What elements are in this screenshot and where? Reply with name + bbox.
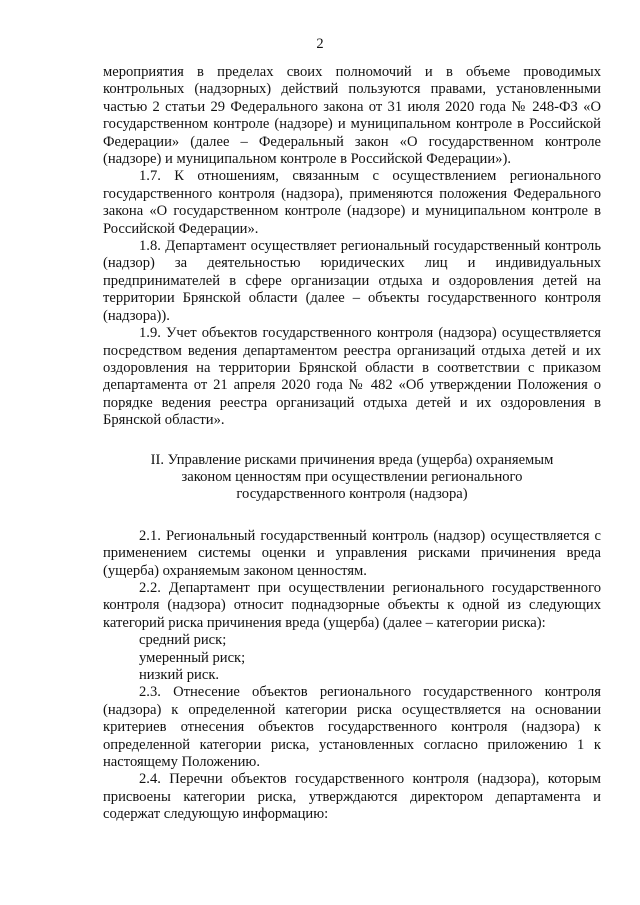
risk-category-item: низкий риск. xyxy=(139,667,220,683)
paragraph-1-9: 1.9. Учет объектов государственного контроля (надзора) осуществляется посредством ведения департаментом реестра организаций отдыха детей и их оздоровления на территории Брянской области в соответствии с приказом департамента от 21 апреля 2020 года № 482 «Об утверждении Положения о порядке ведения реестра организаций отдыха детей и их оздоровления в Брянской области». xyxy=(103,325,601,429)
risk-category-item: умеренный риск; xyxy=(139,649,246,666)
paragraph-1-7: 1.7. К отношениям, связанным с осуществлением регионального государственного контроля (надзора), применяются положения Федерального закона «О государственном контроле (надзоре) и муниципальном контроле в Российской Федерации». xyxy=(103,168,601,237)
paragraph-1-8: 1.8. Департамент осуществляет региональный государственный контроль (надзор) за деятельностью юридических лиц и индивидуальных предпринимателей в сфере организации отдыха и оздоровления детей на территории Брянской области (далее – объекты государственного контроля (надзора)). xyxy=(103,238,601,324)
page-number: 2 xyxy=(316,36,324,52)
paragraph-2-3: 2.3. Отнесение объектов регионального государственного контроля (надзора) к определенной категории риска осуществляется на основании критериев отнесения объектов государственного контроля (надзора) к определенной категории риска, установленных согласно приложению 1 к настоящему Положению. xyxy=(103,684,601,771)
risk-category-item: средний риск; xyxy=(139,632,227,649)
document-body xyxy=(103,64,601,824)
paragraph-2-2: 2.2. Департамент при осуществлении регионального государственного контроля (надзора) относит поднадзорные объекты к одной из следующих категорий риска причинения вреда (ущерба) (далее – категории риска): xyxy=(103,579,601,631)
paragraph-2-1: 2.1. Региональный государственный контроль (надзор) осуществляется с применением системы оценки и управления рисками причинения вреда (ущерба) охраняемым законом ценностям. xyxy=(103,527,601,579)
paragraph-2-4: 2.4. Перечни объектов государственного контроля (надзора), которым присвоены категории риска, утверждаются директором департамента и содержат следующую информацию: xyxy=(103,771,601,823)
section-heading: II. Управление рисками причинения вреда (ущерба) охраняемым законом ценностям при осуществлении регионального государственного контроля (надзора) xyxy=(150,451,554,503)
paragraph-continuation: мероприятия в пределах своих полномочий и в объеме проводимых контрольных (надзорных) действий пользуются правами, установленными частью 2 статьи 29 Федерального закона от 31 июля 2020 года № 248-ФЗ «О государственном контроле (надзоре) и муниципальном контроле в Российской Федерации» (далее – Федеральный закон «О государственном контроле (надзоре) и муниципальном контроле в Российской Федерации»). xyxy=(103,64,601,168)
